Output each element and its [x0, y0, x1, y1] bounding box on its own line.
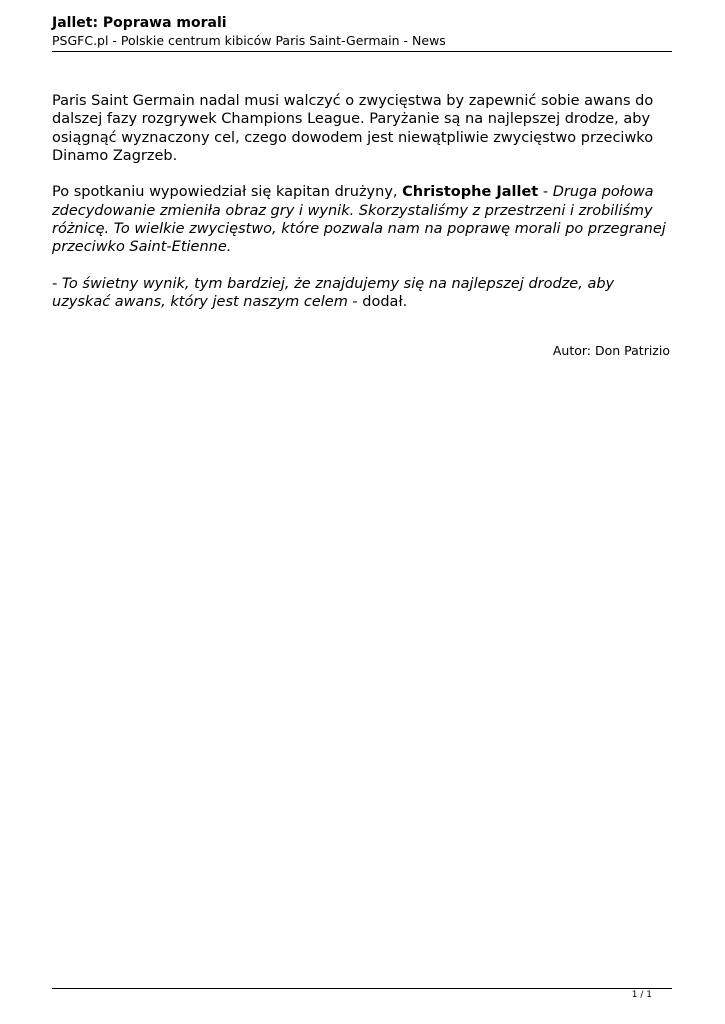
speaker-name: Christophe Jallet — [402, 184, 539, 201]
text-line — [52, 293, 672, 311]
quote-attribution: - dodał. — [347, 294, 408, 311]
quote-text: - To świetny wynik, tym bardziej, że znajdujemy się na najlepszej drodze, aby — [52, 275, 615, 292]
text-line — [52, 183, 672, 201]
quote-text: przeciwko Saint-Etienne. — [52, 239, 232, 256]
text-line: Paris Saint Germain nadal musi walczyć o zwycięstwa by zapewnić sobie awans do — [52, 93, 654, 109]
paragraph-intro — [52, 92, 672, 165]
text-line: dalszej fazy rozgrywek Champions League. Paryżanie są na najlepszej drodze, aby — [52, 111, 651, 128]
page-number: 1 / 1 — [631, 990, 652, 1000]
header-divider — [52, 51, 672, 52]
paragraph-closing-quote — [52, 275, 672, 312]
site-subtitle: PSGFC.pl - Polskie centrum kibiców Paris Saint-Germain - News — [52, 33, 446, 48]
quote-text: różnicę. To wielkie zwycięstwo, które pozwala nam na poprawę morali po przegranej — [52, 221, 666, 238]
paragraph-quote — [52, 183, 672, 256]
article-title: Jallet: Poprawa morali — [52, 15, 227, 31]
article-body — [52, 92, 672, 330]
quote-intro: Po spotkaniu wypowiedział się kapitan drużyny, — [52, 184, 403, 201]
footer-divider — [52, 988, 672, 989]
text-line: Dinamo Zagrzeb. — [52, 147, 178, 164]
text-line: osiągnąć wyznaczony cel, czego dowodem jest niewątpliwie zwycięstwo przeciwko — [52, 129, 654, 146]
document-header — [52, 14, 672, 49]
quote-text: zdecydowanie zmieniła obraz gry i wynik. Skorzystaliśmy z przestrzeni i zrobiliśmy — [52, 202, 653, 219]
quote-separator: - — [538, 184, 553, 201]
quote-text: Druga połowa — [552, 184, 654, 201]
quote-text: uzyskać awans, który jest naszym celem — [52, 294, 348, 311]
author-credit: Autor: Don Patrizio — [552, 343, 670, 358]
